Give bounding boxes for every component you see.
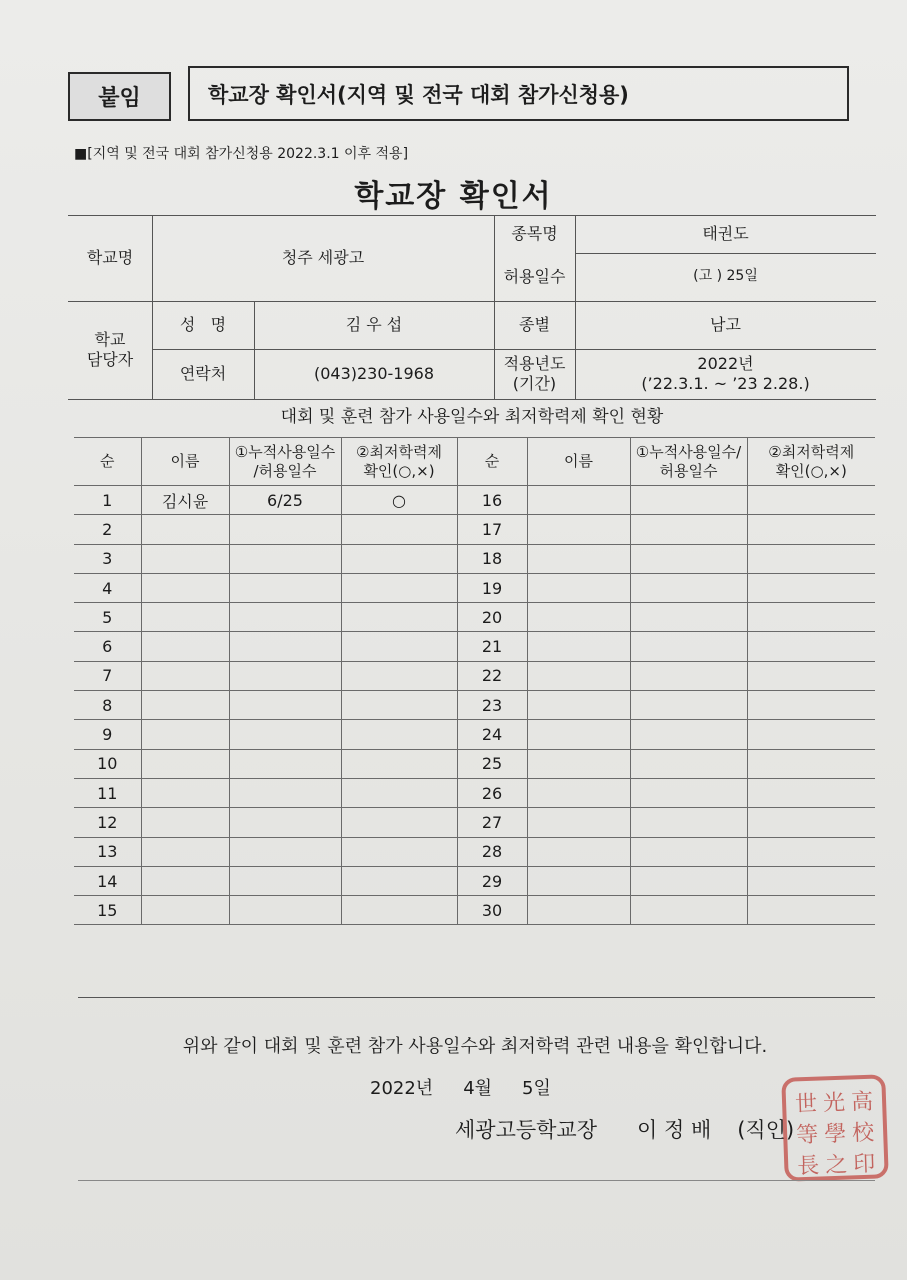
row-days-right xyxy=(630,486,747,515)
row-days-right xyxy=(630,778,747,807)
row-days-right xyxy=(630,544,747,573)
row-no: 10 xyxy=(74,749,141,778)
row-check-right xyxy=(747,603,875,632)
row-check-right xyxy=(747,661,875,690)
row-check xyxy=(341,749,457,778)
school-name-value: 청주 세광고 xyxy=(281,248,365,267)
row-name-right xyxy=(527,603,630,632)
signer-name: 이 정 배 xyxy=(637,1118,712,1142)
table-row xyxy=(74,486,875,515)
row-no-right: 24 xyxy=(457,720,527,749)
row-name-right xyxy=(527,837,630,866)
row-days-right xyxy=(630,837,747,866)
row-days xyxy=(229,749,341,778)
row-name xyxy=(141,778,229,807)
row-no-right: 28 xyxy=(457,837,527,866)
row-days xyxy=(229,691,341,720)
row-no: 2 xyxy=(74,515,141,544)
row-check xyxy=(341,720,457,749)
row-name xyxy=(141,632,229,661)
header-name: 이름 xyxy=(141,438,229,486)
row-check-right xyxy=(747,749,875,778)
footer-separator xyxy=(78,997,875,998)
gender-label: 종별 xyxy=(519,315,550,334)
row-name xyxy=(141,837,229,866)
row-days-right xyxy=(630,720,747,749)
table-header-row xyxy=(74,438,875,486)
row-name-right xyxy=(527,749,630,778)
row-name xyxy=(141,866,229,895)
row-no-right: 30 xyxy=(457,896,527,925)
sport-value: 태권도 xyxy=(702,224,749,243)
header-check-right: ②최저학력제 확인(○,×) xyxy=(747,438,875,486)
row-check-right xyxy=(747,778,875,807)
row-check xyxy=(341,808,457,837)
document-title: 학교장 확인서 xyxy=(354,179,553,214)
table-row xyxy=(74,515,875,544)
row-check xyxy=(341,778,457,807)
allowed-days-label: 허용일수 xyxy=(503,267,566,286)
row-no-right: 23 xyxy=(457,691,527,720)
header-title: 학교장 확인서(지역 및 전국 대회 참가신청용) xyxy=(208,82,629,107)
row-no: 11 xyxy=(74,778,141,807)
row-check-right xyxy=(747,486,875,515)
row-days-right xyxy=(630,691,747,720)
row-name-right xyxy=(527,866,630,895)
bottom-line xyxy=(78,1180,875,1181)
row-name xyxy=(141,808,229,837)
row-name-right xyxy=(527,808,630,837)
row-days-right xyxy=(630,866,747,895)
header-no: 순 xyxy=(74,438,141,486)
year-value xyxy=(575,349,876,399)
row-check-right xyxy=(747,866,875,895)
row-no: 1 xyxy=(74,486,141,515)
table-row xyxy=(74,837,875,866)
table-row xyxy=(74,808,875,837)
row-name-right xyxy=(527,632,630,661)
row-check xyxy=(341,573,457,602)
table-row xyxy=(74,720,875,749)
row-no-right: 29 xyxy=(457,866,527,895)
table-row xyxy=(74,691,875,720)
row-check: ○ xyxy=(341,486,457,515)
date-month: 4월 xyxy=(463,1078,493,1099)
official-seal: 世 光 高 等 學 校 長 之 印 xyxy=(781,1074,889,1182)
allowed-days-value: (고 ) 25일 xyxy=(693,268,758,285)
table-row xyxy=(74,603,875,632)
table-row xyxy=(74,632,875,661)
row-check-right xyxy=(747,544,875,573)
row-name-right xyxy=(527,661,630,690)
school-name-label: 학교명 xyxy=(86,248,134,267)
row-days-right xyxy=(630,603,747,632)
row-days-right xyxy=(630,896,747,925)
row-name xyxy=(141,749,229,778)
row-no: 7 xyxy=(74,661,141,690)
table-row xyxy=(74,896,875,925)
confirmation-text: 위와 같이 대회 및 훈련 참가 사용일수와 최저학력 관련 내용을 확인합니다. xyxy=(182,1035,768,1057)
row-check-right xyxy=(747,691,875,720)
row-check xyxy=(341,691,457,720)
header-check: ②최저학력제 확인(○,×) xyxy=(341,438,457,486)
row-check-right xyxy=(747,720,875,749)
section-title: 대회 및 훈련 참가 사용일수와 최저학력제 확인 현황 xyxy=(280,407,664,428)
row-no-right: 21 xyxy=(457,632,527,661)
row-no: 9 xyxy=(74,720,141,749)
row-days xyxy=(229,808,341,837)
row-days xyxy=(229,778,341,807)
row-no: 12 xyxy=(74,808,141,837)
row-no-right: 17 xyxy=(457,515,527,544)
row-check xyxy=(341,896,457,925)
row-name-right xyxy=(527,544,630,573)
row-no: 3 xyxy=(74,544,141,573)
row-check xyxy=(341,544,457,573)
table-row xyxy=(74,544,875,573)
header-days: ①누적사용일수 /허용일수 xyxy=(229,438,341,486)
row-days-right xyxy=(630,661,747,690)
confirmation-date xyxy=(370,1072,551,1102)
row-no-right: 19 xyxy=(457,573,527,602)
manager-label: 학교 담당자 xyxy=(86,330,134,369)
year-value-line2: (’22.3.1. ~ ’23 2.28.) xyxy=(641,374,810,393)
application-note: ■[지역 및 전국 대회 참가신청용 2022.3.1 이후 적용] xyxy=(74,146,409,162)
row-days xyxy=(229,603,341,632)
row-no: 6 xyxy=(74,632,141,661)
row-name-right xyxy=(527,573,630,602)
row-no-right: 26 xyxy=(457,778,527,807)
row-days-right xyxy=(630,808,747,837)
row-check xyxy=(341,866,457,895)
row-name xyxy=(141,661,229,690)
row-no: 5 xyxy=(74,603,141,632)
header-no-right: 순 xyxy=(457,438,527,486)
row-days xyxy=(229,573,341,602)
row-check-right xyxy=(747,632,875,661)
attachment-tag xyxy=(68,72,171,121)
table-row xyxy=(74,866,875,895)
row-no-right: 22 xyxy=(457,661,527,690)
row-no: 8 xyxy=(74,691,141,720)
row-name-right xyxy=(527,515,630,544)
table-row xyxy=(74,661,875,690)
row-no-right: 16 xyxy=(457,486,527,515)
row-name-right xyxy=(527,720,630,749)
row-days-right xyxy=(630,515,747,544)
row-days xyxy=(229,837,341,866)
date-day: 5일 xyxy=(522,1078,551,1099)
row-check-right xyxy=(747,896,875,925)
row-name: 김시윤 xyxy=(141,486,229,515)
table-row xyxy=(74,778,875,807)
row-days xyxy=(229,515,341,544)
signer-line xyxy=(455,1112,794,1146)
table-row xyxy=(74,749,875,778)
row-days-right xyxy=(630,749,747,778)
date-year: 2022년 xyxy=(370,1078,434,1099)
row-days xyxy=(229,720,341,749)
row-days xyxy=(229,544,341,573)
attachment-tag-label: 붙임 xyxy=(98,86,141,111)
sport-label: 종목명 xyxy=(511,224,558,243)
row-name xyxy=(141,544,229,573)
row-no-right: 25 xyxy=(457,749,527,778)
row-no: 15 xyxy=(74,896,141,925)
row-check xyxy=(341,632,457,661)
year-value-line1: 2022년 xyxy=(697,354,754,373)
row-check-right xyxy=(747,837,875,866)
contact-value: (043)230-1968 xyxy=(313,364,435,383)
row-days xyxy=(229,896,341,925)
row-name xyxy=(141,603,229,632)
row-name xyxy=(141,515,229,544)
header-days-right: ①누적사용일수/ 허용일수 xyxy=(630,438,747,486)
row-name xyxy=(141,691,229,720)
row-days xyxy=(229,632,341,661)
row-days-right xyxy=(630,573,747,602)
row-check xyxy=(341,661,457,690)
signer-org: 세광고등학교장 xyxy=(455,1118,598,1142)
table-row xyxy=(74,573,875,602)
row-no-right: 18 xyxy=(457,544,527,573)
row-no: 14 xyxy=(74,866,141,895)
row-check-right xyxy=(747,573,875,602)
row-name-right xyxy=(527,896,630,925)
header-title-box xyxy=(188,66,849,121)
row-name-right xyxy=(527,486,630,515)
row-check-right xyxy=(747,808,875,837)
row-days xyxy=(229,866,341,895)
row-name xyxy=(141,896,229,925)
row-no-right: 20 xyxy=(457,603,527,632)
manager-name-value: 김 우 섭 xyxy=(345,315,403,334)
row-days xyxy=(229,661,341,690)
row-no: 13 xyxy=(74,837,141,866)
row-check-right xyxy=(747,515,875,544)
header-name-right: 이름 xyxy=(527,438,630,486)
row-days: 6/25 xyxy=(229,486,341,515)
row-check xyxy=(341,515,457,544)
row-no: 4 xyxy=(74,573,141,602)
row-name xyxy=(141,573,229,602)
seal-label: (직인) xyxy=(737,1118,795,1142)
row-name xyxy=(141,720,229,749)
row-check xyxy=(341,837,457,866)
row-name-right xyxy=(527,691,630,720)
row-check xyxy=(341,603,457,632)
gender-value: 남고 xyxy=(710,315,741,334)
row-days-right xyxy=(630,632,747,661)
year-label: 적용년도 (기간) xyxy=(503,354,566,393)
contact-label: 연락처 xyxy=(179,364,227,383)
row-no-right: 27 xyxy=(457,808,527,837)
manager-name-label: 성 명 xyxy=(179,315,227,334)
row-name-right xyxy=(527,778,630,807)
participation-table xyxy=(74,437,875,925)
